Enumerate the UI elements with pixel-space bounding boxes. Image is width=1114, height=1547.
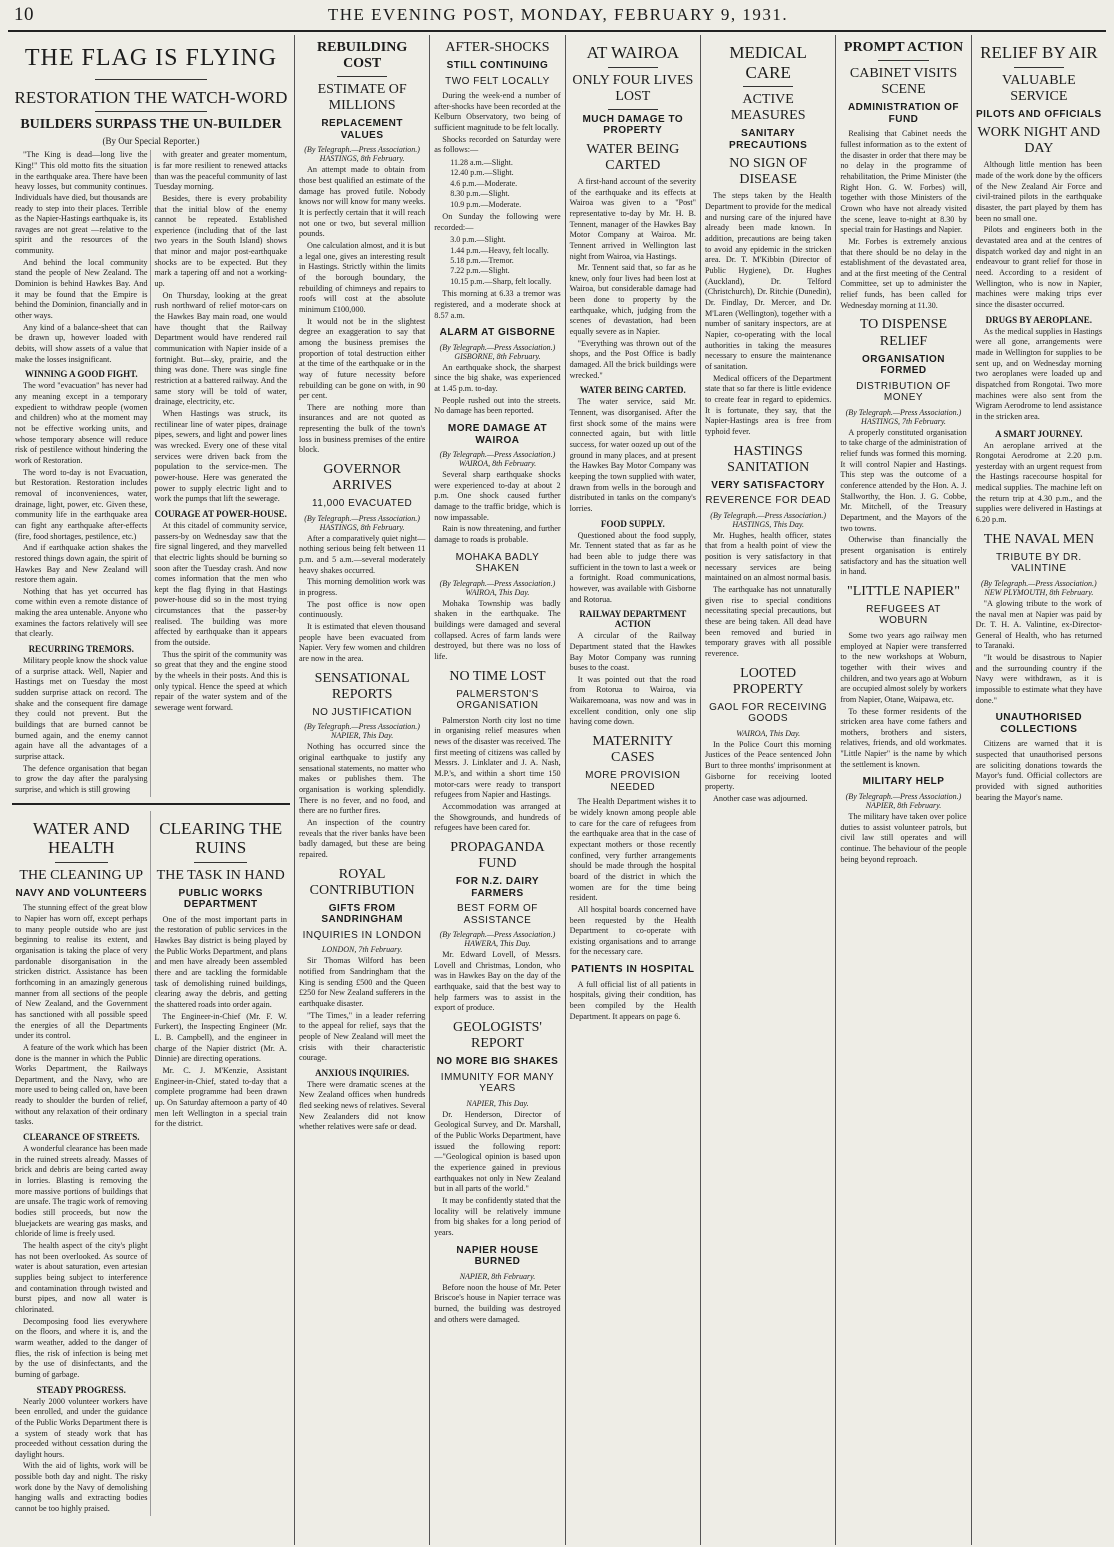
headline: GEOLOGISTS' REPORT bbox=[453, 1019, 542, 1052]
paragraph: A circular of the Railway Department stated that the Hawkes Bay Motor Company was running buses to the coast. bbox=[569, 631, 696, 673]
section-heading: DRUGS BY AEROPLANE. bbox=[985, 314, 1093, 325]
paragraph: Shocks recorded on Saturday were as follows:— bbox=[434, 134, 561, 155]
dateline: (By Telegraph.—Press Association.) NEW PLYMOUTH, 8th February. bbox=[980, 578, 1097, 597]
paragraph: Mohaka Township was badly shaken in the earthquake. The buildings were damaged and several collapsed. Acres of farm lands were destroyed, but there was no loss of life. bbox=[434, 598, 561, 661]
paragraph: An aeroplane arrived at the Rongotai Aerodrome at 2.20 p.m. yesterday with an urgent request from the Hastings racecourse hospital for medical supplies. The machine left on the return trip at 4.30 p.m., and the supplies were delivered in Hastings at 6.20 p.m. bbox=[975, 440, 1103, 525]
paper-title: THE EVENING POST, MONDAY, FEBRUARY 9, 1931. bbox=[327, 5, 789, 24]
headline: PROMPT ACTION bbox=[843, 40, 964, 55]
list-item: 8.30 p.m.—Slight. bbox=[450, 189, 510, 199]
subheadline: PUBLIC WORKS DEPARTMENT bbox=[178, 887, 263, 911]
paragraph: An inspection of the country reveals that the river banks have been badly damaged, but these are being repaired. bbox=[298, 817, 426, 859]
paragraph: It was pointed out that the road from Rotorua to Wairoa, via Waikaremoana, was now and was in excellent condition, only one slip having come down. bbox=[569, 674, 696, 727]
paragraph: "The Times," in a leader referring to the appeal for relief, says that the people of New Zealand will meet the crisis with their characteristic courage. bbox=[298, 1010, 426, 1063]
article-looted-property bbox=[705, 666, 831, 805]
paragraph: Nothing that has yet occurred has come within even a remote distance of making the area untenable. Anyone who examines the factors relatively will see that clearly. bbox=[15, 586, 148, 639]
paragraph: On Thursday, looking at the great rush northward of relief motor-cars on the Hawkes Bay main road, one would have thought that the Railway Department would have rendered rail communication with Napier inside of a fortnight. But—sky, prairie, and the thing was done. There was single fine restriction at a battered railway. And the same story will be told of water, drainage, electricity, etc. bbox=[154, 290, 287, 407]
paragraph: Sir Thomas Wilford has been notified from Sandringham that the King is sending £500 and the Queen £250 for New Zealand sufferers in the earthquake disaster. bbox=[298, 956, 426, 1008]
paragraph: The military have taken over police duties to assist volunteer patrols, but civil law still operates and will continue. The behaviour of the people being beyond reproach. bbox=[840, 811, 967, 864]
paragraph: Mr. Edward Lovell, of Messrs. Lovell and Christmas, London, who was in Hawkes Bay on the day of the earthquake, said that the best way to help farmers was to assist in the export of produce. bbox=[434, 950, 561, 1013]
article-naval-men bbox=[976, 532, 1102, 707]
subheadline: TWO FELT LOCALLY bbox=[445, 75, 550, 87]
paragraph: Accommodation was arranged at the Showgrounds, and hundreds of refugees have been cared for. bbox=[434, 801, 561, 833]
paragraph: This morning demolition work was in progress. bbox=[298, 577, 426, 598]
section-heading: A SMART JOURNEY. bbox=[995, 428, 1083, 439]
column-left-block bbox=[8, 35, 295, 1545]
paragraph: There are nothing more than insurances and are not quoted as representing the bulk of the town's loss in business premises of the entire block. bbox=[298, 402, 426, 455]
list-item: 11.28 a.m.—Slight. bbox=[450, 158, 513, 168]
article-prompt-action bbox=[840, 40, 966, 311]
paragraph: To these former residents of the stricken area have come fathers and mothers, brothers and sisters, relatives, friends, and old workmates. "Little Napier" is the name by which the settlement is known. bbox=[840, 706, 967, 769]
dateline: (By Telegraph.—Press Association.) WAIROA, 8th February. bbox=[439, 450, 556, 468]
paragraph: It is estimated that eleven thousand people have been evacuated from Napier. Very few women and children are now in the area. bbox=[298, 622, 426, 663]
article-propaganda-fund bbox=[434, 840, 560, 1014]
dateline: (By Telegraph.—Press Association.) HASTINGS, 8th February. bbox=[304, 145, 420, 164]
paragraph: In the Police Court this morning Justices of the Peace sentenced John Burt to three months' imprisonment at Gisborne for receiving looted property. bbox=[704, 739, 832, 792]
article-patients-in-hospital bbox=[570, 964, 696, 1022]
headline: PATIENTS IN HOSPITAL bbox=[571, 964, 695, 976]
paragraph: The defence organisation that began to grow the day after the paralysing surprise, and which is still growing bbox=[15, 763, 148, 794]
paragraph: Mr. Tennent said that, so far as he knew, only four lives had been lost at Wairoa, but considerable damage had been done to property by the earthquake, which, judging from the scenes of devastation, had been equally severe as in Napier. bbox=[569, 263, 696, 337]
dateline: (By Telegraph.—Press Association.) HASTINGS, 7th February. bbox=[845, 407, 962, 426]
subheadline: FOR N.Z. DAIRY FARMERS bbox=[455, 876, 540, 899]
paragraph: Nearly 2000 volunteer workers have been enrolled, and under the guidance of the Public Works Department there is a system of steady work that has proceeded without cessation during the daylight hours. bbox=[15, 1396, 148, 1459]
subheadline: THE CLEANING UP bbox=[19, 867, 144, 883]
article-sensational-reports bbox=[299, 671, 425, 861]
column-4 bbox=[430, 35, 565, 1545]
dateline: (By Telegraph.—Press Association.) WAIROA, This Day. bbox=[439, 578, 556, 597]
paragraph: A properly constituted organisation to take charge of the administration of relief funds was formed this morning. It will control Napier and Hastings. This step was the outcome of a conference attended by the Hon. A. J. Stallworthy, the Hon. J. G. Cobbe, Mr. Mitchell, of the Treasury Department, and the Mayors of the two towns. bbox=[840, 427, 967, 533]
paragraph: Several sharp earthquake shocks were experienced to-day at about 2 p.m. One shock caused further damage to the traffic bridge, which is now impassable. bbox=[434, 470, 561, 522]
paragraph: Mr. C. J. M'Kenzie, Assistant Engineer-in-Chief, stated to-day that a complete programme had been drawn up. On Saturday afternoon a party of 40 men left Wellington in a special train for the district. bbox=[154, 1066, 287, 1129]
subheadline: TRIBUTE BY DR. VALINTINE bbox=[995, 551, 1082, 575]
paragraph: A wonderful clearance has been made in the ruined streets already. Masses of brick and debris are being carted away in lorries. Blasting is removing the more massive portions of buildings that are unsafe. The tragic work of removing bodies still proceeds, but now the bluejackets are wearing gas masks, and chloride of lime is freely used. bbox=[15, 1144, 148, 1239]
article-military-help bbox=[840, 776, 966, 865]
section-heading: STEADY PROGRESS. bbox=[36, 1384, 126, 1395]
headline: UNAUTHORISED COLLECTIONS bbox=[995, 712, 1083, 735]
headline: MOHAKA BADLY SHAKEN bbox=[455, 551, 540, 575]
paragraph: A full official list of all patients in hospitals, giving their condition, has been compiled by the Health Department. It appears on page 6. bbox=[569, 979, 696, 1021]
paragraph: The Health Department wishes it to be widely known among people able to care for the care of refugees from the earthquake area that in the case of expectant mothers or those recently confined, very further arrangements should be made through the hospital board of the district in which the women are for the time being resident. bbox=[569, 797, 696, 903]
subheadline: ESTIMATE OF MILLIONS bbox=[317, 82, 407, 114]
article-geologists-report bbox=[434, 1020, 560, 1239]
list-item: 7.22 p.m.—Slight. bbox=[450, 266, 510, 276]
headline: WATER AND HEALTH bbox=[32, 818, 130, 858]
headline: MILITARY HELP bbox=[862, 776, 945, 788]
paragraph: Pilots and engineers both in the devastated area and at the centres of dispatch worked day and night in an endeavour to grant relief for those in need. According to a resident of Wellington, who is now in Napier, machines were making trips ever since the disaster occurred. bbox=[975, 225, 1103, 309]
headline: ROYAL CONTRIBUTION bbox=[309, 866, 415, 898]
paragraph: The word "evacuation" has never had any meaning except in a temporary expedient to withdraw people (women and children) who at the moment may not be effective working units, and whose temporary absence will reduce risk of pestilence without hindering the work of Restoration. bbox=[15, 381, 148, 465]
paragraph: And if earthquake action shakes the restored things down again, the spirit of Hawkes Bay and New Zealand will restore them again. bbox=[15, 543, 148, 585]
paragraph: Questioned about the food supply, Mr. Tennent stated that as far as he had been able to judge there was sufficient in the town to last a week or a fortnight. Road communications, however, was available with Gisborne and Rotorua. bbox=[569, 530, 696, 604]
paragraph: Medical officers of the Department state that so far there is little evidence to create fear in regard to epidemics. It is fortunate, they say, that the Napier-Hastings area is free from typhoid fever. bbox=[704, 373, 832, 436]
paragraph: It would not be in the slightest degree an exaggeration to say that among the business premises the proportion of total destruction either at the time of the earthquake or in the way of future necessity before rebuilding can be gone on with, in 90 per cent. bbox=[298, 316, 426, 401]
headline: TO DISPENSE RELIEF bbox=[859, 317, 948, 349]
columns bbox=[8, 35, 1106, 1545]
dateline: NAPIER, This Day. bbox=[466, 1098, 529, 1108]
list-item: 1.44 p.m.—Heavy, felt locally. bbox=[450, 245, 549, 255]
subheadline: PALMERSTON'S ORGANISATION bbox=[456, 688, 539, 712]
headline: ALARM AT GISBORNE bbox=[439, 327, 556, 339]
list-item: 10.9 p.m.—Moderate. bbox=[450, 199, 522, 209]
article-no-time-lost bbox=[434, 669, 560, 834]
shock-list bbox=[450, 158, 560, 210]
headline: NO TIME LOST bbox=[449, 668, 546, 684]
subheadline: DISTRIBUTION OF MONEY bbox=[856, 380, 951, 404]
dateline: WAIROA, This Day. bbox=[736, 728, 801, 738]
article-body bbox=[12, 150, 290, 796]
paragraph: Although little mention has been made of the work done by the officers of the New Zealand Air Force and civil-trained pilots in the earthquake disaster, the part played by them has been no small one. bbox=[975, 160, 1103, 223]
column-8 bbox=[972, 35, 1106, 1545]
paragraph: It may be confidently stated that the locality will be relatively immune from big shakes for a long period of years. bbox=[434, 1195, 561, 1237]
column-6 bbox=[701, 35, 836, 1545]
paragraph: When Hastings was struck, its rectilinear line of water pipes, drainage pipes, sewers, and light and power lines was wrecked. Every one of these vital services were driven back from the population to the service-men. The power-house. Here was generated the power to supply electric light and to work the pumps that lift the sewerage. bbox=[154, 408, 287, 504]
paragraph: Mr. Forbes is extremely anxious that there should be no delay in the establishment of the devastated area, and at the first meeting of the Central Committee, set up to administer the relief funds, has been called for Wednesday morning at 11.30. bbox=[840, 236, 967, 310]
dateline: (By Telegraph.—Press Association.) HASTINGS, This Day. bbox=[710, 510, 826, 529]
paragraph: After a comparatively quiet night—nothing serious being felt between 11 p.m. and 5 a.m.—several moderately heavy shakes occurred. bbox=[298, 533, 426, 575]
article-more-damage-at-wairoa bbox=[434, 423, 560, 546]
headline: CLEARING THE RUINS bbox=[159, 818, 283, 858]
section-heading: RECURRING TREMORS. bbox=[28, 644, 134, 655]
subheadline: WORK NIGHT AND DAY bbox=[977, 125, 1101, 157]
paragraph: One calculation almost, and it is but a legal one, gives an interesting result in Hastings. Strictly within the limits of the borough boundary, the rebuilding of chimneys and repairs to roofs will cost at the absolute minimum £100,000. bbox=[298, 240, 426, 314]
masthead bbox=[8, 4, 1106, 32]
section-heading: WATER BEING CARTED. bbox=[579, 385, 686, 396]
subheadline: MUCH DAMAGE TO PROPERTY bbox=[582, 113, 684, 137]
paragraph: Another case was adjourned. bbox=[712, 794, 808, 804]
headline: AT WAIROA bbox=[586, 43, 680, 62]
dateline: (By Telegraph.—Press Association.) HAWERA, This Day. bbox=[439, 930, 556, 949]
column-5 bbox=[566, 35, 701, 1545]
sub-column bbox=[12, 150, 151, 796]
paragraph: Rain is now threatening, and further damage to roads is probable. bbox=[434, 524, 561, 544]
headline: LOOTED PROPERTY bbox=[732, 665, 804, 697]
headline: RELIEF BY AIR bbox=[980, 43, 1098, 62]
article-after-shocks bbox=[434, 40, 560, 321]
dateline: (By Telegraph.—Press Association.) HASTINGS, 8th February. bbox=[304, 513, 420, 532]
paragraph: An earthquake shock, the sharpest since the big shake, was experienced at 1.45 p.m. to-day. bbox=[434, 362, 561, 394]
paragraph: An attempt made to obtain from those best qualified an estimate of the damage has proved futile. Nobody knows nor will know for many weeks. It is perfectly certain that it will reach not one or two, but several million pounds. bbox=[298, 165, 426, 239]
paragraph: The Engineer-in-Chief (Mr. F. W. Furkert), the Inspecting Engineer (Mr. L. B. Campbell), and the engineer in charge of the Napier district (Mr. A. Dinnie) are directing operations. bbox=[154, 1011, 287, 1064]
paragraph: Military people know the shock value of a surprise attack. Well, Napier and Hastings met on Tuesday the most sudden surprise attack on record. The shake and the consequent fire damage they could not prevent. But the buildings that are burned cannot be burned again, and the enemy cannot again have all the advantages of a surprise attack. bbox=[15, 656, 148, 762]
article-unauthorised-collections bbox=[976, 712, 1102, 803]
paragraph: People rushed out into the streets. No damage has been reported. bbox=[434, 395, 561, 416]
headline: PROPAGANDA FUND bbox=[450, 839, 545, 871]
subheadline: NO JUSTIFICATION bbox=[312, 706, 412, 718]
article-relief-by-air bbox=[976, 43, 1102, 423]
subheadline: NAVY AND VOLUNTEERS bbox=[15, 887, 148, 899]
section-heading: WINNING A GOOD FIGHT. bbox=[24, 369, 138, 380]
paragraph: With the aid of lights, work will be possible both day and night. The risky work done by the Navy of demolishing hanging walls and extracting bodies cannot be too highly praised. bbox=[15, 1461, 148, 1514]
subheadline: ACTIVE MEASURES bbox=[730, 92, 806, 124]
dateline: (By Telegraph.—Press Association.) NAPIER, 8th February. bbox=[845, 791, 962, 810]
paragraph: All hospital boards concerned have been requested by the Health Department to co-operate with existing organisations and to arrange for the necessary care. bbox=[569, 904, 696, 957]
list-item: 10.15 p.m.—Sharp, felt locally. bbox=[450, 276, 552, 286]
list-item: 3.0 p.m.—Slight. bbox=[450, 235, 506, 245]
paragraph: The water service, said Mr. Tennent, was disorganised. After the first shock some of the mains were connected again, but with little success, for water oozed up out of the ground in many places, and at present the Hawkes Bay Motor Company was keeping the town supplied with water, drawn from wells in the borough and distributed in tanks on the company's lorries. bbox=[569, 397, 696, 513]
lower-block bbox=[12, 811, 290, 1516]
subheadline: REFUGEES AT WOBURN bbox=[866, 603, 941, 627]
subheadline: GAOL FOR RECEIVING GOODS bbox=[709, 701, 828, 725]
paragraph: Palmerston North city lost no time in organising relief measures when news of the disaster was received. The first meeting of citizens was called by Messrs. J. Linklater and J. A. Nash, M.P.'s, and within a short time 150 motor-cars were ready to transport refugees from Napier and Hastings. bbox=[434, 715, 561, 800]
subheadline: IMMUNITY FOR MANY YEARS bbox=[440, 1071, 555, 1095]
paragraph: Thus the spirit of the community was so great that they and the engine stood by the wheels in their posts. And this is only typical. Hence the speed at which repair of the water system and of the sewerage went forward. bbox=[154, 649, 287, 713]
paragraph: One of the most important parts in the restoration of public services in the Hawkes Bay district is being played by the Public Works Department, and plans and men have already been assembled there and are tackling the formidable task of demolishing ruined buildings, clearing away the debris, and getting the shattered roads into order again. bbox=[154, 914, 287, 1010]
headline: MATERNITY CASES bbox=[592, 734, 674, 766]
paragraph: A first-hand account of the severity of the earthquake and its effects at Wairoa was given to a "Post" representative to-day by Mr. H. B. Tennent, manager of the Hawkes Bay Motor Company at Wairoa. Mr. Tennent arrived in Wellington last night from Wairoa, via Hastings. bbox=[569, 176, 696, 261]
article-at-wairoa bbox=[570, 43, 696, 728]
list-item: 12.40 p.m.—Slight. bbox=[450, 168, 514, 178]
article-water-and-health bbox=[12, 811, 151, 1516]
paragraph: The stunning effect of the great blow to Napier has worn off, except perhaps to many people outside who are just beginning to realise its extent, and organisation is taking the place of very pardonable disorganisation in the stricken district. Assistance has been forthcoming in an amazingly generous manner from all sections of the people of New Zealand, and the Government has sanctioned with all possible speed the energies of all the Departments under its control. bbox=[15, 903, 148, 1041]
section-heading: COURAGE AT POWER-HOUSE. bbox=[154, 508, 287, 519]
dateline: LONDON, 7th February. bbox=[321, 945, 403, 955]
paragraph: The steps taken by the Health Department to provide for the medical and nursing care of the injured have already been made known. In addition, precautions are being taken to avoid any epidemic in the stricken area. Dr. T. M'Kibbin (Director of Public Hygiene), Dr. Hughes (Auckland), Dr. Telford (Christchurch), Dr. Ritchie (Dunedin), Dr. Findlay, Dr. Mercer, and Dr. M'Laren (Wellington), together with a number of sanitary inspectors, are at Napier, co-operating with the local authorities in taking the measures necessary to ensure the maintenance of sanitation. bbox=[704, 191, 832, 371]
subheadline: RESTORATION THE WATCH-WORD bbox=[14, 87, 288, 107]
section-heading: ANXIOUS INQUIRIES. bbox=[315, 1067, 410, 1078]
subheadline: INQUIRIES IN LONDON bbox=[302, 929, 422, 941]
subheadline: ONLY FOUR LIVES LOST bbox=[572, 72, 694, 104]
paragraph: During the week-end a number of after-shocks have been recorded at the Kelburn Observatory, two being of sufficient magnitude to be felt locally. bbox=[434, 91, 561, 133]
subheadline: PILOTS AND OFFICIALS bbox=[975, 108, 1102, 120]
headline: GOVERNOR ARRIVES bbox=[323, 462, 402, 494]
subheadline: VALUABLE SERVICE bbox=[1002, 72, 1076, 104]
dateline: NAPIER, 8th February. bbox=[459, 1271, 536, 1281]
article-clearing-the-ruins bbox=[151, 811, 289, 1516]
paragraph: Nothing has occurred since the original earthquake to justify any sensational statements, no matter who makes or publishes them. The organisation is working splendidly. There is no fever, and no food, and there are no further fires. bbox=[298, 742, 426, 816]
paragraph: Before noon the house of Mr. Peter Briscoe's house in Napier terrace was burned, the building was destroyed and others were damaged. bbox=[434, 1282, 561, 1324]
article-little-napier bbox=[840, 584, 966, 771]
headline: AFTER-SHOCKS bbox=[445, 40, 550, 55]
subheadline: NO MORE BIG SHAKES bbox=[436, 1056, 559, 1068]
paragraph: There were dramatic scenes at the New Zealand offices when hundreds fled seeking news of relatives. Several New Zealanders did not know whether relatives were safe or dead. bbox=[298, 1079, 426, 1132]
headline: REBUILDING COST bbox=[317, 40, 408, 72]
subheadline: SANITARY PRECAUTIONS bbox=[729, 128, 808, 151]
paragraph: Dr. Henderson, Director of Geological Survey, and Dr. Marshall, of the Public Works Department, have issued the following report:—"Geological opinion is based upon the experience gained in previous earthquakes not only in New Zealand but in all parts of the world." bbox=[434, 1109, 561, 1194]
article-mohaka bbox=[434, 552, 560, 663]
headline: NAPIER HOUSE BURNED bbox=[456, 1244, 539, 1268]
list-item: 5.18 p.m.—Tremor. bbox=[450, 256, 514, 266]
page-number: 10 bbox=[14, 4, 34, 25]
subheadline: STILL CONTINUING bbox=[446, 60, 549, 72]
subheadline: ORGANISATION FORMED bbox=[861, 353, 946, 377]
subheadline: WATER BEING CARTED bbox=[586, 141, 680, 173]
paragraph: Decomposing food lies everywhere on the floors, and where it is, and the warm weather, added to the danger of flies, the risk of infection is being met by the use of disinfectants, and the burning of garbage. bbox=[15, 1316, 148, 1379]
headline: SENSATIONAL REPORTS bbox=[314, 670, 410, 702]
paragraph: The health aspect of the city's plight has not been overlooked. As source of water is about saturation, even artesian supplies being subject to interference and contamination through twisted and burst pipes, and now all water is chlorinated. bbox=[15, 1241, 148, 1314]
paragraph: The post office is now open continuously. bbox=[298, 599, 426, 620]
subheadline: BEST FORM OF ASSISTANCE bbox=[457, 903, 538, 926]
subheadline: VERY SATISFACTORY bbox=[711, 479, 826, 491]
subheadline: 11,000 EVACUATED bbox=[311, 498, 413, 510]
paragraph: Some two years ago railway men employed at Napier were transferred to the new workshops at Woburn, together with their wives and children, and two years ago at Woburn are occupied almost solely by workers from Napier, Otane, Waipawa, etc. bbox=[840, 630, 967, 704]
paragraph: A feature of the work which has been done is the manner in which the Public Works Department, the Railways Department, and the Navy, who are more used to being called on, have been ready to shoulder the burden of relief, without any relaxation of their ordinary tasks. bbox=[15, 1042, 148, 1127]
paragraph: Citizens are warned that it is suspected that unauthorised persons are soliciting donations towards the Mayor's fund. Official collectors are provided with signed authorities bearing the Mayor's name. bbox=[975, 739, 1103, 802]
subheadline: THE TASK IN HAND bbox=[156, 867, 285, 883]
paragraph: with greater and greater momentum, is far more resilient to renewed attacks than was the peaceful community of last Tuesday morning. bbox=[154, 150, 287, 192]
paragraph: Besides, there is every probability that the initial blow of the enemy cannot be repeated. Established experience (including that of the last two years in the South Island) shows that minor and major post-earthquake shocks are to be expected. But they mark a tapering off and not a working-up. bbox=[154, 193, 287, 289]
dateline: (By Telegraph.—Press Association.) NAPIER, This Day. bbox=[304, 722, 420, 741]
article-maternity-cases bbox=[570, 734, 696, 958]
headline: MORE DAMAGE AT WAIROA bbox=[447, 423, 548, 446]
paragraph: "A glowing tribute to the work of the naval men at Napier was paid by Dr. T. H. A. Valintine, ex-Director-General of Health, who has returned to Taranaki. bbox=[975, 598, 1103, 651]
column-3 bbox=[295, 35, 430, 1545]
paragraph: This morning at 6.33 a tremor was registered, and a moderate shock at 8.57 a.m. bbox=[434, 289, 561, 320]
section-heading: RAILWAY DEPARTMENT ACTION bbox=[579, 609, 687, 630]
subheadline: MORE PROVISION NEEDED bbox=[585, 770, 681, 793]
subheadline: BUILDERS SURPASS THE UN-BUILDER bbox=[20, 117, 282, 133]
section-heading: CLEARANCE OF STREETS. bbox=[23, 1132, 140, 1143]
article-flag-is-flying bbox=[12, 45, 290, 797]
subheadline: ADMINISTRATION OF FUND bbox=[847, 102, 960, 125]
subheadline: NO SIGN OF DISEASE bbox=[729, 156, 808, 188]
headline: THE FLAG IS FLYING bbox=[24, 45, 278, 71]
paragraph: Realising that Cabinet needs the fullest information as to the extent of the disaster in order that there may be no delay in the programme of rehabilitation, the Prime Minister (the Right Hon. G. W. Forbes) will, together with those Ministers of the Crown who have not already visited the scene, leave to-night at 8.30 by special train for Hastings and Napier. bbox=[840, 129, 967, 235]
headline: MEDICAL CARE bbox=[729, 43, 807, 82]
article-smart-journey bbox=[976, 429, 1102, 526]
section-heading: FOOD SUPPLY. bbox=[600, 518, 665, 529]
paragraph: The word to-day is not Evacuation, but Restoration. Restoration includes removal of inconveniences, water, drainage, light, power, etc. Given these, community life in the earthquake area can fight any earthquake after-effects (fire, food shortages, pestilence, etc.) bbox=[15, 467, 148, 541]
subheadline: GIFTS FROM SANDRINGHAM bbox=[321, 902, 403, 926]
shock-list bbox=[450, 235, 560, 287]
subheadline: REVERENCE FOR DEAD bbox=[705, 495, 831, 507]
headline: "LITTLE NAPIER" bbox=[847, 583, 960, 599]
article-to-dispense-relief bbox=[840, 317, 966, 577]
paragraph: Otherwise than financially the present organisation is entirely satisfactory and has the situation well in hand. bbox=[840, 535, 967, 577]
dateline: (By Telegraph.—Press Association.) GISBORNE, 8th February. bbox=[439, 342, 556, 361]
paragraph: The earthquake has not unnaturally given rise to special conditions necessitating special precautions, but these are being taken. All dead have been removed and buried in temporary graves with all possible reverence. bbox=[704, 585, 832, 658]
article-governor-arrives bbox=[299, 462, 425, 665]
paragraph: And behind the local community stand the people of New Zealand. The Dominion is behind Hawkes Bay. And it may be found that the Empire is behind the Dominion, financially and in other ways. bbox=[15, 257, 148, 321]
article-royal-contribution bbox=[299, 867, 425, 1134]
article-rebuilding-cost bbox=[299, 40, 425, 456]
paragraph: As the medical supplies in Hastings were all gone, arrangements were made in Wellington for supplies to be sent up, and on Wednesday morning two aeroplanes were loaded up and dispatched from Rongotai. Two more machines were also sent from the Wigram Aerodrome to lend assistance in the stricken area. bbox=[975, 326, 1103, 421]
paragraph: Mr. Hughes, health officer, states that from a health point of view the position is very satisfactory in that necessary services are being maintained on an almost normal basis. bbox=[704, 530, 832, 583]
headline: THE NAVAL MEN bbox=[983, 531, 1094, 547]
paragraph: "It would be disastrous to Napier and the surrounding country if the Navy were withdrawn, as it is impossible to estimate what they have done." bbox=[975, 653, 1103, 705]
article-hastings-sanitation bbox=[705, 444, 831, 660]
article-medical-care bbox=[705, 43, 831, 438]
paragraph: Any kind of a balance-sheet that can be drawn up, however loaded with debits, will show assets of a value that make the losses insignificant. bbox=[15, 322, 148, 364]
subheadline: CABINET VISITS SCENE bbox=[849, 66, 958, 98]
paragraph: On Sunday the following were recorded:— bbox=[434, 211, 561, 232]
article-alarm-at-gisborne bbox=[434, 327, 560, 417]
paragraph: "The King is dead—long live the King!" This old motto fits the situation in the earthquake area. There have been heavy losses, but community continues. Individuals have died, but thousands are ready to step into their places. Terrible as the Napier-Hastings earthquake is, its ravages are not great —relative to the spirit and the resources of the community. bbox=[15, 150, 148, 256]
paragraph: "Everything was thrown out of the shops, and the Post Office is badly damaged. All the brick buildings were wrecked." bbox=[569, 338, 696, 380]
column-7 bbox=[836, 35, 971, 1545]
byline: (By Our Special Reporter.) bbox=[102, 136, 200, 147]
article-napier-house-burned bbox=[434, 1245, 560, 1326]
subheadline: REPLACEMENT VALUES bbox=[321, 118, 403, 141]
list-item: 4.6 p.m.—Moderate. bbox=[450, 178, 518, 188]
headline: HASTINGS SANITATION bbox=[727, 443, 810, 475]
sub-column bbox=[151, 150, 289, 796]
paragraph: At this citadel of community service, passers-by on Wednesday saw that the fire signal lingered, and they marvelled that electric lights should be burning so soon after the Tuesday crash. And now comes information that the men who kept the flag flying in that Hastings power-house did so in the most trying circumstances that the passer-by realised. The building was more affected by earthquake than it appears from the outside. bbox=[154, 520, 287, 648]
